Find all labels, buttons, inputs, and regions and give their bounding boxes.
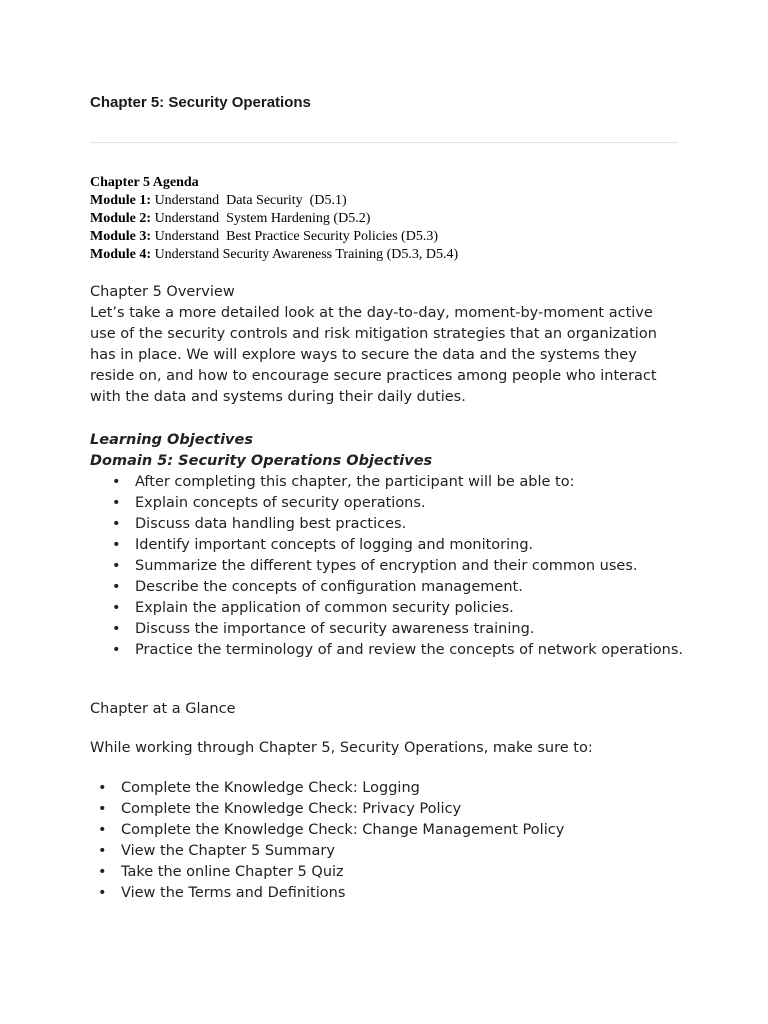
learning-objectives-heading: Learning Objectives — [90, 432, 253, 448]
list-item — [90, 883, 564, 904]
module-text: Understand Best Practice Security Policies (D5.3) — [154, 229, 438, 244]
objectives-list — [90, 472, 690, 661]
list-item-text: Explain the application of common security policies. — [135, 600, 514, 616]
module-text: Understand Data Security (D5.1) — [154, 193, 347, 208]
list-item-text: Complete the Knowledge Check: Logging — [121, 780, 420, 796]
bullet-icon: • — [112, 537, 121, 553]
list-item-text: After completing this chapter, the participant will be able to: — [135, 474, 575, 490]
list-item-text: Discuss data handling best practices. — [135, 516, 407, 532]
bullet-icon: • — [112, 474, 121, 490]
list-item-text: Describe the concepts of configuration management. — [135, 579, 523, 595]
bullet-icon: • — [112, 600, 121, 616]
list-item-text: Take the online Chapter 5 Quiz — [121, 864, 344, 880]
bullet-icon: • — [112, 579, 121, 595]
list-item-text: View the Chapter 5 Summary — [121, 843, 335, 859]
list-item — [90, 640, 690, 661]
list-item — [90, 862, 564, 883]
list-item-text: Complete the Knowledge Check: Privacy Policy — [121, 801, 462, 817]
list-item-text: Identify important concepts of logging and monitoring. — [135, 537, 534, 553]
list-item-text: View the Terms and Definitions — [121, 885, 346, 901]
domain-objectives-heading: Domain 5: Security Operations Objectives — [90, 453, 433, 469]
glance-heading: Chapter at a Glance — [90, 701, 236, 717]
module-label: Module 2: — [90, 211, 152, 226]
bullet-icon: • — [112, 558, 121, 574]
list-item — [90, 577, 690, 598]
list-item — [90, 535, 690, 556]
agenda-section — [90, 174, 458, 264]
bullet-icon: • — [98, 864, 107, 880]
module-label: Module 4: — [90, 247, 152, 262]
overview-body: Let’s take a more detailed look at the day-to-day, moment-by-moment active use of the security controls and risk mitigation strategies that an organization has in place. We will explore ways to secure the data and the systems they reside on, and how to encourage secure practices among people who interact with the data and systems during their daily duties. — [90, 305, 657, 405]
list-item — [90, 778, 564, 799]
bullet-icon: • — [98, 822, 107, 838]
list-item — [90, 556, 690, 577]
module-label: Module 3: — [90, 229, 152, 244]
bullet-icon: • — [112, 642, 121, 658]
list-item-text: Practice the terminology of and review the concepts of network operations. — [135, 642, 684, 658]
overview-heading: Chapter 5 Overview — [90, 284, 235, 300]
list-item-text: Complete the Knowledge Check: Change Management Policy — [121, 822, 565, 838]
list-item — [90, 514, 690, 535]
agenda-module-2 — [90, 210, 458, 228]
agenda-heading: Chapter 5 Agenda — [90, 175, 199, 190]
list-item — [90, 841, 564, 862]
bullet-icon: • — [112, 516, 121, 532]
chapter-title: Chapter 5: Security Operations — [90, 94, 311, 111]
list-item — [90, 820, 564, 841]
agenda-module-3 — [90, 228, 458, 246]
module-text: Understand System Hardening (D5.2) — [154, 211, 371, 226]
agenda-module-1 — [90, 192, 458, 210]
overview-section — [90, 282, 680, 408]
bullet-icon: • — [112, 495, 121, 511]
bullet-icon: • — [98, 885, 107, 901]
bullet-icon: • — [112, 621, 121, 637]
glance-list — [90, 778, 564, 904]
list-item — [90, 619, 690, 640]
objectives-section — [90, 430, 690, 661]
bullet-icon: • — [98, 780, 107, 796]
module-text: Understand Security Awareness Training (D5.3, D5.4) — [154, 247, 459, 262]
list-item — [90, 799, 564, 820]
bullet-icon: • — [98, 801, 107, 817]
list-item-text: Summarize the different types of encryption and their common uses. — [135, 558, 638, 574]
bullet-icon: • — [98, 843, 107, 859]
module-label: Module 1: — [90, 193, 152, 208]
list-item — [90, 598, 690, 619]
list-item-text: Explain concepts of security operations. — [135, 495, 426, 511]
agenda-module-4 — [90, 246, 458, 264]
list-item — [90, 472, 690, 493]
list-item — [90, 493, 690, 514]
glance-intro: While working through Chapter 5, Security Operations, make sure to: — [90, 740, 593, 756]
horizontal-divider — [90, 142, 678, 143]
list-item-text: Discuss the importance of security awareness training. — [135, 621, 535, 637]
